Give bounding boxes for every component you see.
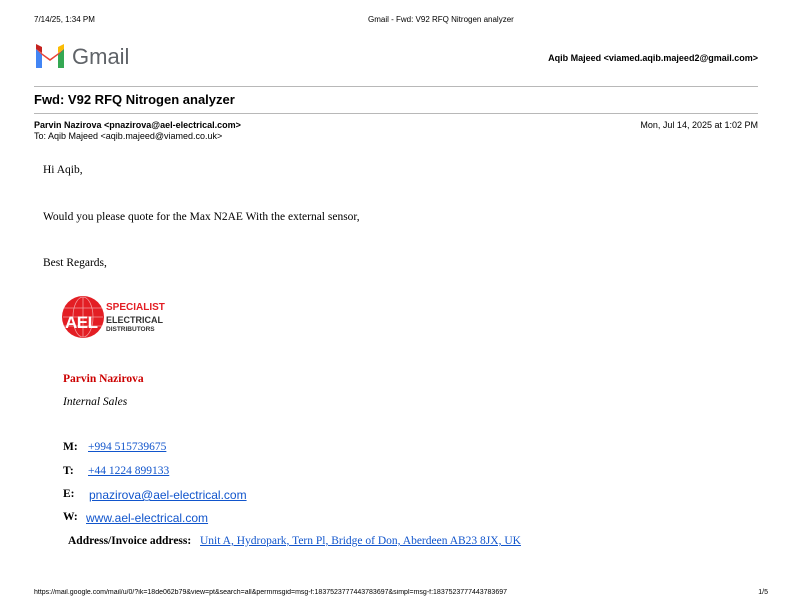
ael-logo-line2: ELECTRICAL: [106, 315, 163, 325]
email-body: Would you please quote for the Max N2AE With the external sensor,: [43, 211, 360, 223]
print-page-number: 1/5: [758, 589, 768, 596]
closing: Best Regards,: [43, 257, 107, 269]
gmail-logo-icon: [34, 44, 66, 68]
print-datetime: 7/14/25, 1:34 PM: [34, 15, 95, 24]
ael-logo-line1: SPECIALIST: [106, 302, 165, 313]
account-email: Aqib Majeed <viamed.aqib.majeed2@gmail.com>: [548, 53, 758, 63]
email-link[interactable]: pnazirova@ael-electrical.com: [89, 488, 247, 502]
signature-name: Parvin Nazirova: [63, 373, 144, 385]
email-label: E:: [63, 488, 75, 500]
web-link[interactable]: www.ael-electrical.com: [86, 511, 209, 525]
greeting: Hi Aqib,: [43, 164, 83, 176]
tel-label: T:: [63, 465, 74, 477]
tel-link[interactable]: [88, 465, 169, 477]
email-date: Mon, Jul 14, 2025 at 1:02 PM: [640, 120, 758, 130]
address-label: Address/Invoice address:: [68, 535, 192, 547]
subject-divider: [34, 113, 758, 114]
ael-logo: [62, 296, 165, 342]
ael-globe-icon: [62, 296, 104, 338]
signature-title: Internal Sales: [63, 396, 128, 408]
address-link[interactable]: Unit A, Hydropark, Tern Pl, Bridge of Don, Aberdeen AB23 8JX, UK: [200, 535, 521, 547]
mobile-label: M:: [63, 441, 78, 453]
ael-logo-line3: DISTRIBUTORS: [106, 326, 155, 333]
ael-logo-letters: AEL: [65, 313, 98, 332]
email-subject: Fwd: V92 RFQ Nitrogen analyzer: [34, 92, 235, 107]
print-url: https://mail.google.com/mail/u/0/?ik=18de062b79&view=pt&search=all&permmsgid=msg-f:1837523777443783697&simpl=msg-f:1837523777443783697: [34, 589, 508, 596]
gmail-wordmark: Gmail: [72, 44, 130, 69]
recipient: To: Aqib Majeed <aqib.majeed@viamed.co.uk>: [34, 131, 223, 141]
header-divider: [34, 86, 758, 87]
tel-link-text[interactable]: +44 1224 899133: [88, 465, 170, 477]
mobile-link[interactable]: +994 515739675: [88, 441, 167, 453]
sender: Parvin Nazirova <pnazirova@ael-electrical.com>: [34, 120, 241, 130]
print-page-title: Gmail - Fwd: V92 RFQ Nitrogen analyzer: [368, 15, 514, 24]
web-label: W:: [63, 511, 78, 523]
